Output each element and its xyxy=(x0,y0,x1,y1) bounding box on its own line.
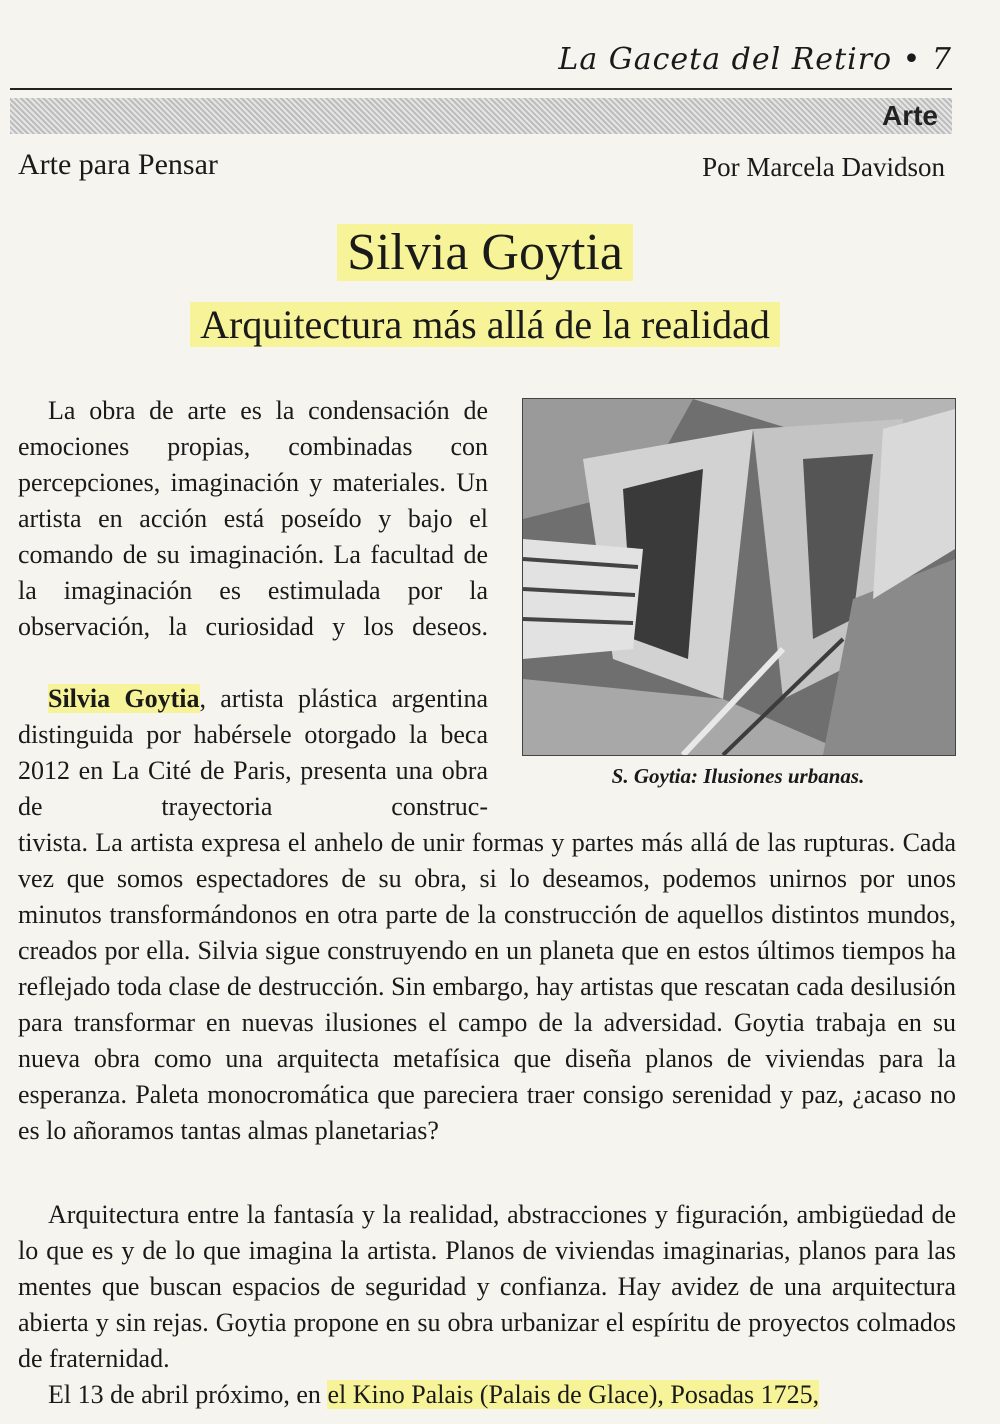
headline xyxy=(0,222,970,284)
headline-text: Silvia Goytia xyxy=(337,224,633,281)
venue-text: el Kino Palais (Palais de Glace), Posadas 1725, xyxy=(327,1380,820,1409)
figure-caption: S. Goytia: Ilusiones urbanas. xyxy=(611,764,865,788)
paragraph-2-start xyxy=(18,681,488,825)
paragraph-1 xyxy=(18,393,488,645)
paragraph-2-continued: tivista. La artista expresa el anhelo de unir formas y partes más allá de las rupturas. Cada vez que somos espectadores de su obra, si lo deseamos, podemos unirnos por unos minutos transformándonos en otra parte de la construcción de aquellos distintos mundos, creados por ella. Silvia sigue construyendo en un planeta que en estos últimos tiempos ha reflejado toda clase de destrucción. Sin embargo, hay artistas que rescatan cada desilusión para transformar en nuevas ilusiones el campo de la adversidad. Goytia trabaja en su nueva obra como una arquitecta metafísica que diseña planos de viviendas para la esperanza. Paleta monocromática que pareciera traer consigo serenidad y paz, ¿acaso no es lo añoramos tantas almas planetarias? xyxy=(18,828,956,1145)
subheadline xyxy=(0,300,970,350)
figure xyxy=(522,398,954,789)
section-label: Arte xyxy=(881,100,938,131)
artist-name: Silvia Goytia xyxy=(48,684,200,713)
artwork-image xyxy=(522,398,956,756)
publication-name: La Gaceta del Retiro xyxy=(558,42,893,77)
paragraph-4 xyxy=(18,1377,956,1413)
paragraph-3 xyxy=(18,1197,956,1377)
page-number: 7 xyxy=(931,42,952,77)
paragraph-4-text: El 13 de abril próximo, en xyxy=(48,1380,328,1409)
paragraph-2-start-text: , artista plástica argentina distinguida por habérsele otorgado la beca 2012 en La Cité de Paris, presenta una obra de trayectoria construc- xyxy=(18,684,488,821)
masthead xyxy=(558,42,952,77)
paragraph-3-text: Arquitectura entre la fantasía y la realidad, abstracciones y figuración, ambigüedad de lo que es y de lo que imagina la artista. Planos de viviendas imaginarias, planos para las mentes que buscan espacios de seguridad y confianza. Hay avidez de una arquitectura abierta y sin rejas. Goytia propone en su obra urbanizar el espíritu de proyectos colmados de fraternidad. xyxy=(18,1200,956,1373)
byline: Por Marcela Davidson xyxy=(702,152,945,182)
bullet-separator: • xyxy=(902,42,932,77)
column-title: Arte para Pensar xyxy=(18,148,218,181)
section-bar xyxy=(10,98,952,134)
subheadline-text: Arquitectura más allá de la realidad xyxy=(190,302,780,347)
paragraph-1-text: La obra de arte es la condensación de emociones propias, combinadas con percepciones, imaginación y materiales. Un artista en acción está poseído y bajo el comando de su imaginación. La facultad de la imaginación es estimulada por la observación, la curiosidad y los deseos. xyxy=(18,396,488,641)
header-rule xyxy=(10,88,952,90)
